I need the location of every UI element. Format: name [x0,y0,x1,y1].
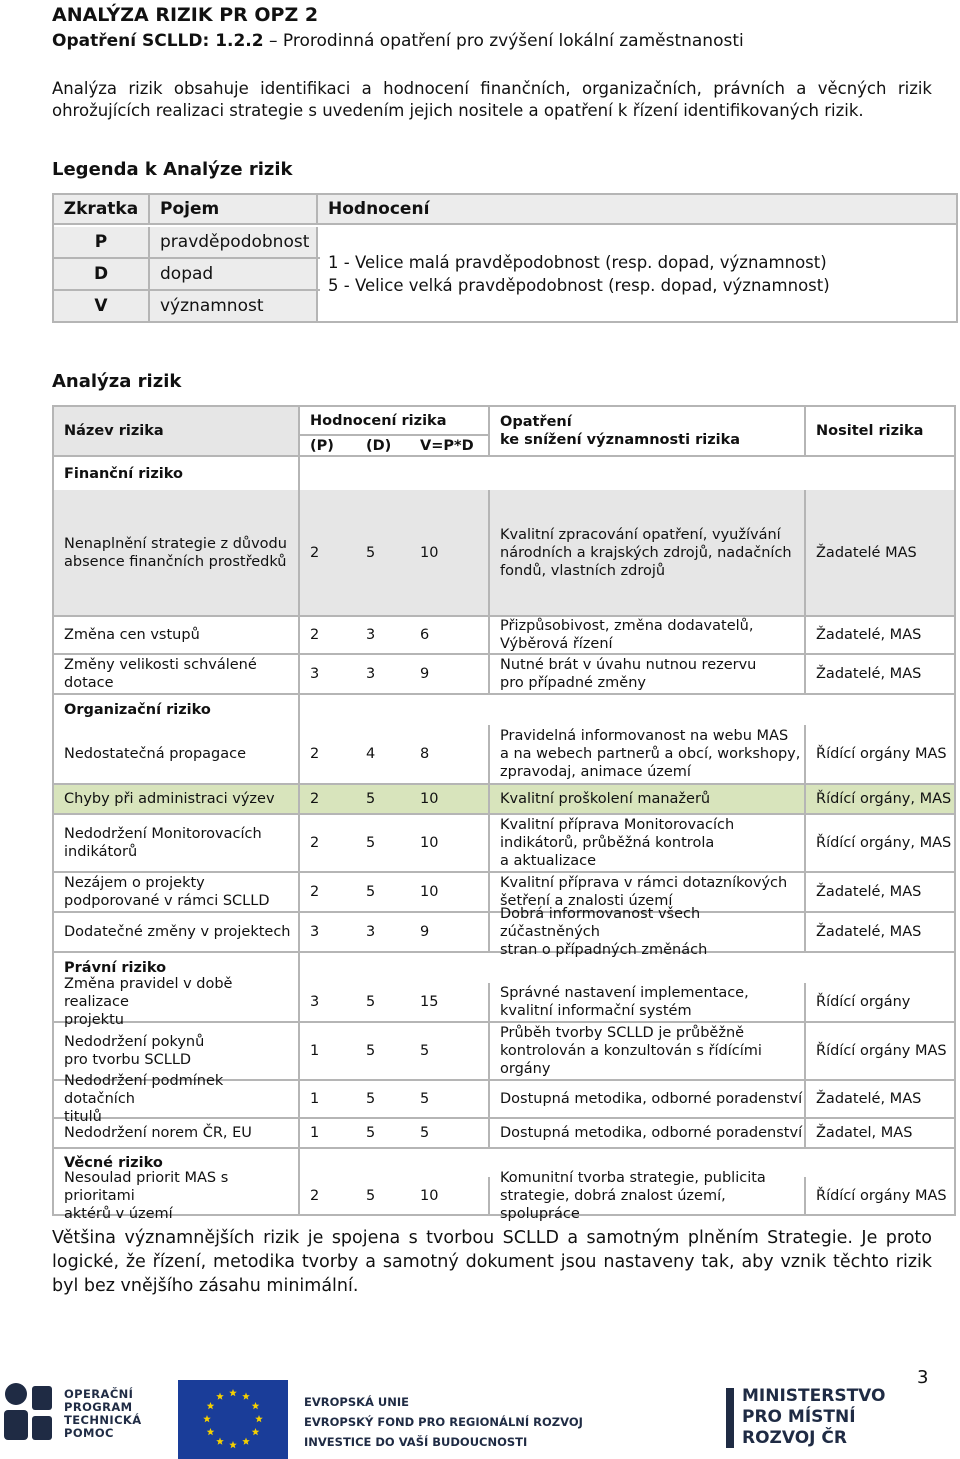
risk-v: 10 [410,785,490,813]
risk-p: 2 [310,544,320,561]
risk-owner: Žadatel, MAS [816,1125,913,1141]
risk-p: 2 [310,884,320,900]
risk-name [54,1073,300,1125]
risk-measure-line: pro případné změny [500,675,646,691]
risk-p: 1 [310,1091,320,1107]
category-row [54,695,954,725]
legend-row [54,227,320,259]
risk-measure-line: Nutné brát v úvahu nutnou rezervu [500,657,757,673]
risk-measure-line: stran o případných změnách [500,942,708,958]
page-subtitle [52,31,744,51]
table-row [54,1169,954,1222]
risk-measure [490,725,806,783]
opz-line: PROGRAM [64,1400,133,1414]
page-title: ANALÝZA RIZIK PR OPZ 2 [52,4,319,26]
risk-measure-line: Dobrá informovanost všech zúčastněných [500,906,701,940]
risk-measure-line: indikátorů, průběžná kontrola [500,835,715,851]
legend-col-abbr: Zkratka [54,195,150,223]
eu-star [229,1441,237,1448]
intro-paragraph: Analýza rizik obsahuje identifikaci a hodnocení finančních, organizačních, právních a věcných rizik ohrožujících realizaci strategie s uvedením jejich nositele a opatření k řízení identifikovaných rizik. [52,79,932,120]
risk-v: 10 [410,1177,490,1214]
risk-measure [490,1169,806,1222]
eu-star [255,1415,263,1422]
eu-line: EVROPSKÝ FOND PRO REGIONÁLNÍ ROZVOJ [304,1415,583,1429]
risk-measure [490,815,806,871]
risk-measure-line: a na webech partnerů a obcí, workshopy, [500,746,801,762]
eu-flag [178,1380,288,1459]
risk-measure [490,983,806,1021]
risk-measure-line: Kvalitní zpracování opatření, využívání [500,526,781,543]
legend-abbr: P [54,227,150,257]
legend-table [52,193,958,323]
eu-star [252,1402,260,1409]
risk-d: 5 [366,835,376,851]
eu-star [207,1428,215,1435]
risk-measure [490,490,806,615]
risk-d: 3 [366,924,376,940]
eu-line: INVESTICE DO VAŠÍ BUDOUCNOSTI [304,1435,528,1449]
risk-name-line: Nedodržení podmínek dotačních [64,1073,224,1107]
table-row [54,725,954,785]
col-risk-eval [300,407,490,457]
risk-owner: Žadatelé, MAS [816,627,922,643]
risk-owner: Řídící orgány, MAS [816,835,952,851]
col-risk-name: Název rizika [54,407,300,455]
risk-table [52,405,956,1222]
risk-name-line: pro tvorbu SCLLD [64,1052,192,1068]
risk-owner: Žadatelé, MAS [816,924,922,940]
legend-eval-line: 5 - Velice velká pravděpodobnost (resp. dopad, významnost) [328,276,830,295]
risk-measure-line: Výběrová řízení [500,636,613,652]
risk-v: 8 [410,725,490,783]
risk-measure [490,1023,806,1079]
legend-term: významnost [150,291,318,321]
risk-v: 9 [410,655,490,693]
risk-name [54,815,300,871]
risk-name [54,655,300,693]
risk-owner: Řídící orgány [816,994,911,1010]
opz-line: OPERAČNÍ [64,1387,134,1401]
mmr-line: PRO MÍSTNÍ [742,1407,856,1427]
legend-abbr: D [54,259,150,289]
risk-owner: Žadatelé, MAS [816,666,922,682]
risk-name-line: titulů [64,1109,102,1125]
category-row [54,457,954,490]
risk-owner: Řídící orgány, MAS [816,791,952,807]
analysis-heading: Analýza rizik [52,371,182,392]
legend-col-eval: Hodnocení [328,199,430,219]
risk-name [54,1023,300,1079]
risk-name [54,873,300,911]
legend-eval-text [318,227,956,321]
risk-measure-line: Pravidelná informovanost na webu MAS [500,728,789,744]
risk-d: 5 [366,1125,376,1141]
risk-p: 3 [310,666,320,682]
risk-p: 2 [310,835,320,851]
eu-text [304,1392,583,1452]
risk-d: 5 [366,1091,376,1107]
risk-name-line: Změny velikosti schválené [64,657,257,673]
closing-paragraph: Většina významnějších rizik je spojena s tvorbou SCLLD a samotným plněním Strategie. Je proto logické, že řízení, metodika tvorby a samotný dokument jsou nastaveny tak, aby vznik těchto rizik byl bez vnějšího zásahu minimální. [52,1228,932,1296]
risk-measure-line: Komunitní tvorba strategie, publicita [500,1169,766,1186]
eu-stars-icon [178,1380,288,1459]
risk-measure-line: fondů, vlastních zdrojů [500,562,666,579]
risk-name-line: Nesoulad priorit MAS s prioritami [64,1169,229,1204]
risk-measure: Dostupná metodika, odborné poradenství [490,1119,806,1147]
col-p: (P) [310,438,334,454]
eu-star [216,1438,224,1445]
risk-name [54,1169,300,1222]
risk-v: 10 [410,490,490,615]
col-v: V=P*D [420,438,474,454]
risk-measure-line: Kvalitní příprava v rámci dotazníkových [500,875,788,891]
risk-d: 3 [366,627,376,643]
risk-v: 9 [410,913,490,951]
risk-measure [490,906,806,958]
eu-star [203,1415,211,1422]
risk-p: 3 [310,994,320,1010]
eu-line: EVROPSKÁ UNIE [304,1395,410,1409]
risk-name-line: Nedodržení pokynů [64,1034,205,1050]
measure-code: Opatření SCLLD: 1.2.2 [52,31,264,51]
risk-d: 5 [366,1187,376,1204]
legend-abbr: V [54,291,150,321]
legend-row [54,259,320,291]
mmr-line: MINISTERSTVO [742,1386,886,1406]
risk-d: 3 [366,666,376,682]
risk-name-line: projektu [64,1012,124,1028]
risk-v: 15 [410,983,490,1021]
opz-line: TECHNICKÁ [64,1413,142,1427]
category-legal: Právní riziko [54,953,300,983]
risk-measure-line: Průběh tvorby SCLLD je průběžně [500,1025,745,1041]
table-row [54,906,954,958]
risk-measure: Kvalitní proškolení manažerů [490,785,806,813]
table-row [54,1119,954,1149]
risk-v: 6 [410,617,490,653]
risk-name-line: Změna pravidel v době realizace [64,976,233,1010]
col-measure-line: Opatření [500,414,572,430]
risk-measure-line: orgány [500,1061,551,1077]
risk-owner: Řídící orgány MAS [816,1043,947,1059]
risk-measure-line: šetření a znalosti území [500,893,673,909]
risk-p: 2 [310,746,320,762]
mmr-emblem-icon [722,1388,738,1448]
risk-name [54,976,300,1028]
risk-name-line: Nedodržení Monitorovacích [64,826,262,842]
risk-name-line: absence finančních prostředků [64,553,287,570]
risk-p: 2 [310,791,320,807]
risk-measure-line: kvalitní informační systém [500,1003,692,1019]
col-measure-line: ke snížení významnosti rizika [500,432,741,448]
category-material: Věcné riziko [54,1149,300,1177]
measure-name: – Prorodinná opatření pro zvýšení lokální zaměstnanosti [263,31,744,51]
table-row [54,655,954,695]
risk-measure-line: zpravodaj, animace území [500,764,691,780]
legend-term: pravděpodobnost [150,227,318,257]
risk-measure [490,617,806,653]
table-row [54,976,954,1028]
opz-emblem-icon [0,1380,60,1459]
risk-d: 4 [366,746,376,762]
risk-measure-line: národních a krajských zdrojů, nadačních [500,544,792,561]
risk-measure-line: Kvalitní příprava Monitorovacích [500,817,735,833]
risk-v: 10 [410,873,490,911]
risk-name-line: podporované v rámci SCLLD [64,893,270,909]
risk-d: 5 [366,791,376,807]
category-organizational: Organizační riziko [54,695,300,725]
legend-header-row [54,195,956,225]
risk-v: 5 [410,1119,490,1147]
opz-line: POMOC [64,1426,114,1440]
risk-name-line: indikátorů [64,844,138,860]
table-row [54,1073,954,1125]
risk-measure: Dostupná metodika, odborné poradenství [490,1081,806,1117]
eu-star [207,1402,215,1409]
mmr-line: ROZVOJ ČR [742,1428,847,1448]
col-eval-sub [300,434,490,457]
risk-p: 1 [310,1043,320,1059]
eu-star [242,1392,250,1399]
legend-col-term: Pojem [150,195,318,223]
risk-v: 5 [410,1081,490,1117]
eu-star [242,1438,250,1445]
risk-v: 10 [410,815,490,871]
risk-measure-line: Správné nastavení implementace, [500,985,749,1001]
risk-d: 5 [366,994,376,1010]
category-financial: Finanční riziko [54,457,300,490]
risk-v: 5 [410,1023,490,1079]
risk-name-line: aktérů v území [64,1205,173,1222]
page-number: 3 [917,1367,929,1388]
legend-term: dopad [150,259,318,289]
risk-owner: Řídící orgány MAS [816,1187,947,1204]
risk-owner: Řídící orgány MAS [816,746,947,762]
risk-p: 2 [310,1187,320,1204]
table-row [54,785,954,815]
eu-star [229,1389,237,1396]
risk-p: 2 [310,627,320,643]
opz-logo [0,1380,150,1459]
risk-d: 5 [366,544,376,561]
risk-owner: Žadatelé, MAS [816,884,922,900]
table-row [54,617,954,655]
col-measure [490,407,806,455]
risk-p: 3 [310,924,320,940]
risk-name-line: Nenaplnění strategie z důvodu [64,535,287,552]
risk-name: Změna cen vstupů [54,617,300,653]
risk-header-row [54,407,954,457]
risk-measure [490,655,806,693]
table-row [54,815,954,873]
risk-name: Nedostatečná propagace [54,725,300,783]
risk-p: 1 [310,1125,320,1141]
legend-eval-line: 1 - Velice malá pravděpodobnost (resp. dopad, významnost) [328,253,827,272]
eu-star [252,1428,260,1435]
legend-row [54,291,320,321]
risk-owner: Žadatelé MAS [816,544,917,561]
risk-measure-line: strategie, dobrá znalost území, spolupráce [500,1187,726,1222]
col-eval-title: Hodnocení rizika [310,413,447,429]
legend-heading: Legenda k Analýze rizik [52,159,293,180]
eu-star [216,1392,224,1399]
risk-owner: Žadatelé, MAS [816,1091,922,1107]
risk-name-line: dotace [64,675,114,691]
risk-name [54,490,300,615]
risk-name-line: Nezájem o projekty [64,875,205,891]
risk-d: 5 [366,884,376,900]
risk-measure-line: Přizpůsobivost, změna dodavatelů, [500,618,754,634]
risk-name: Dodatečné změny v projektech [54,913,300,951]
mmr-logo [722,1382,892,1458]
risk-measure-line: kontrolován a konzultován s řídícími [500,1043,762,1059]
table-row [54,490,954,617]
col-owner: Nositel rizika [816,423,924,439]
risk-measure-line: a aktualizace [500,853,596,869]
risk-name: Chyby při administraci výzev [54,785,300,813]
risk-name: Nedodržení norem ČR, EU [54,1119,300,1147]
risk-d: 5 [366,1043,376,1059]
col-d: (D) [366,438,392,454]
